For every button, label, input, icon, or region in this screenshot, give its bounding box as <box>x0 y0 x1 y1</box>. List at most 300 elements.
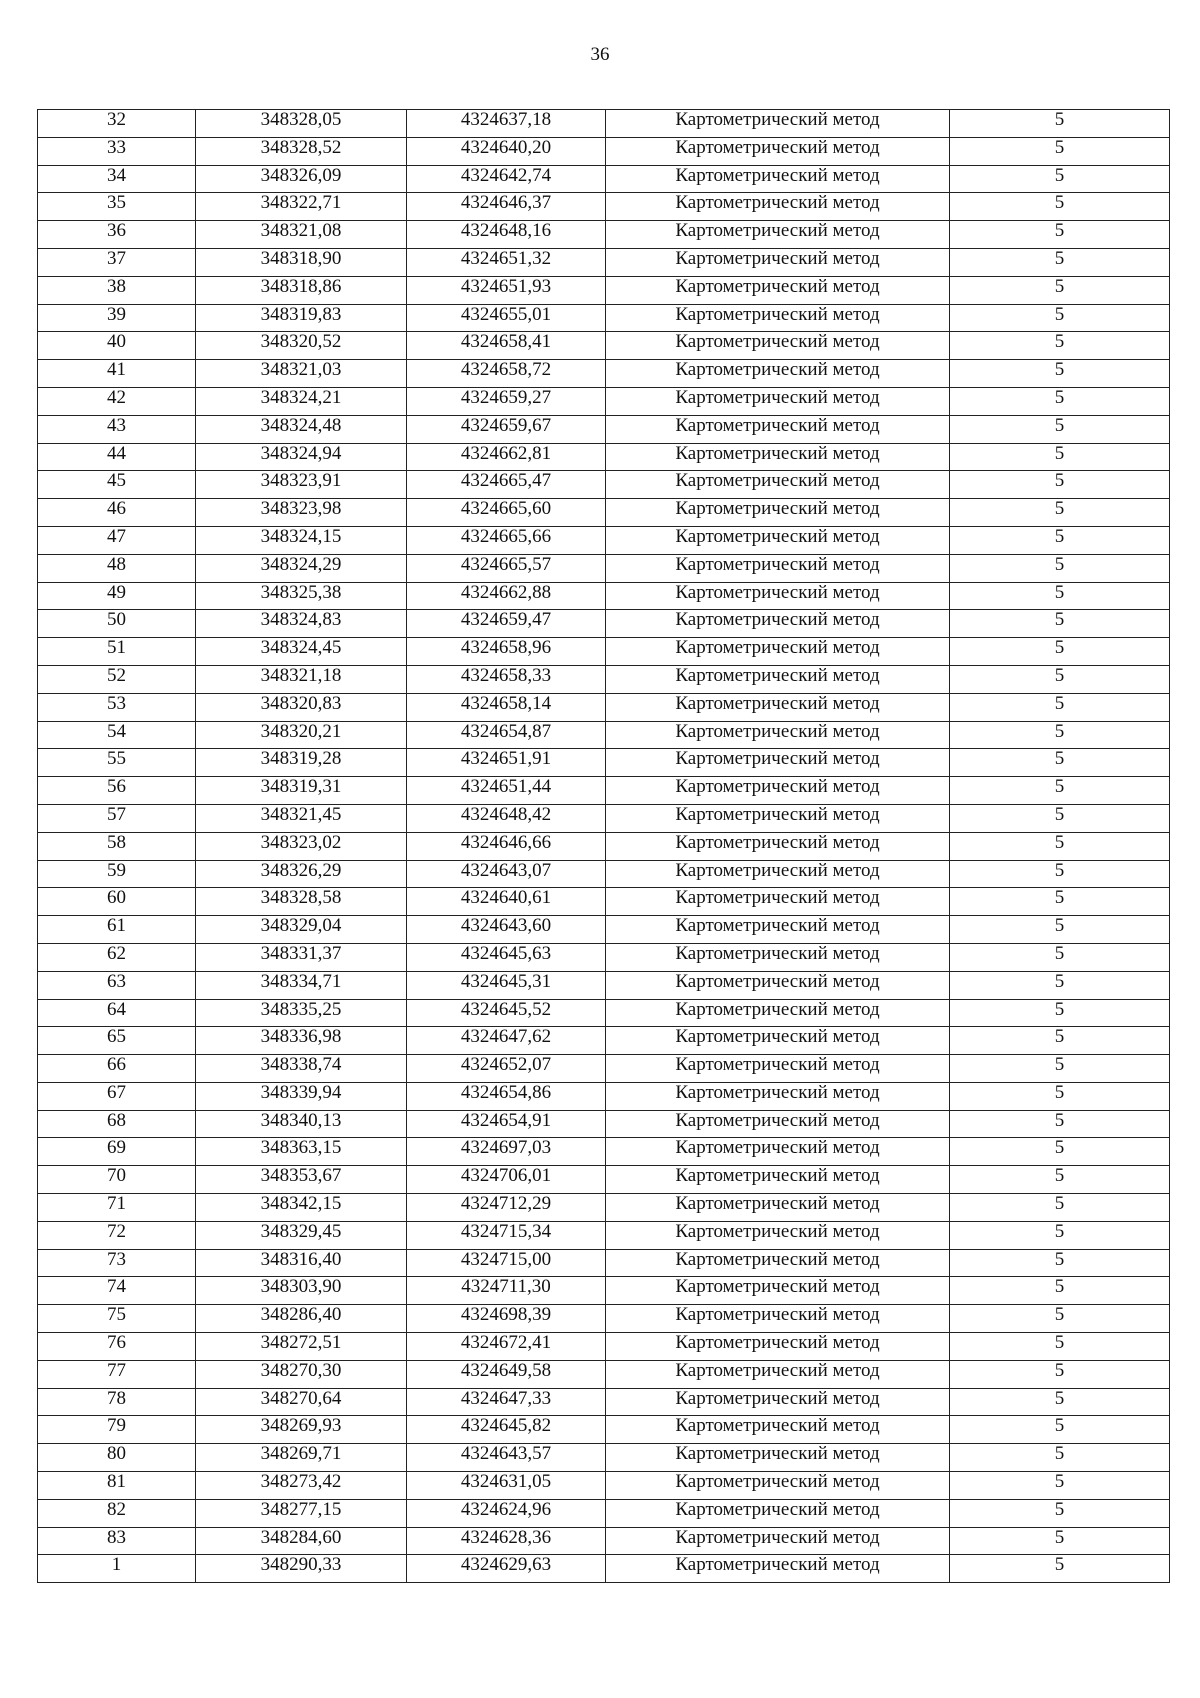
method-cell: Картометрический метод <box>606 332 950 360</box>
x-coordinate-cell: 348321,03 <box>196 360 407 388</box>
y-coordinate-cell: 4324658,33 <box>407 665 606 693</box>
method-cell: Картометрический метод <box>606 1055 950 1083</box>
point-number-cell: 59 <box>38 860 196 888</box>
table-row <box>38 804 1170 832</box>
y-coordinate-cell: 4324711,30 <box>407 1277 606 1305</box>
point-number-cell: 43 <box>38 415 196 443</box>
method-cell: Картометрический метод <box>606 1444 950 1472</box>
y-coordinate-cell: 4324642,74 <box>407 165 606 193</box>
x-coordinate-cell: 348286,40 <box>196 1305 407 1333</box>
method-cell: Картометрический метод <box>606 610 950 638</box>
y-coordinate-cell: 4324662,88 <box>407 582 606 610</box>
x-coordinate-cell: 348320,52 <box>196 332 407 360</box>
table-row <box>38 304 1170 332</box>
table-row <box>38 1194 1170 1222</box>
x-coordinate-cell: 348269,93 <box>196 1416 407 1444</box>
point-number-cell: 79 <box>38 1416 196 1444</box>
table-row <box>38 665 1170 693</box>
x-coordinate-cell: 348319,28 <box>196 749 407 777</box>
point-number-cell: 76 <box>38 1333 196 1361</box>
x-coordinate-cell: 348320,83 <box>196 693 407 721</box>
point-number-cell: 58 <box>38 832 196 860</box>
accuracy-cell: 5 <box>950 248 1170 276</box>
method-cell: Картометрический метод <box>606 1388 950 1416</box>
x-coordinate-cell: 348323,98 <box>196 499 407 527</box>
point-number-cell: 69 <box>38 1138 196 1166</box>
accuracy-cell: 5 <box>950 1416 1170 1444</box>
accuracy-cell: 5 <box>950 1527 1170 1555</box>
y-coordinate-cell: 4324624,96 <box>407 1499 606 1527</box>
point-number-cell: 34 <box>38 165 196 193</box>
accuracy-cell: 5 <box>950 638 1170 666</box>
y-coordinate-cell: 4324640,20 <box>407 137 606 165</box>
accuracy-cell: 5 <box>950 1110 1170 1138</box>
x-coordinate-cell: 348325,38 <box>196 582 407 610</box>
point-number-cell: 77 <box>38 1360 196 1388</box>
table-row <box>38 1527 1170 1555</box>
x-coordinate-cell: 348318,86 <box>196 276 407 304</box>
accuracy-cell: 5 <box>950 165 1170 193</box>
y-coordinate-cell: 4324646,66 <box>407 832 606 860</box>
table-row <box>38 1055 1170 1083</box>
accuracy-cell: 5 <box>950 1277 1170 1305</box>
x-coordinate-cell: 348303,90 <box>196 1277 407 1305</box>
method-cell: Картометрический метод <box>606 1333 950 1361</box>
table-row <box>38 832 1170 860</box>
point-number-cell: 75 <box>38 1305 196 1333</box>
x-coordinate-cell: 348342,15 <box>196 1194 407 1222</box>
accuracy-cell: 5 <box>950 777 1170 805</box>
y-coordinate-cell: 4324654,86 <box>407 1082 606 1110</box>
x-coordinate-cell: 348277,15 <box>196 1499 407 1527</box>
table-row <box>38 193 1170 221</box>
method-cell: Картометрический метод <box>606 137 950 165</box>
method-cell: Картометрический метод <box>606 443 950 471</box>
point-number-cell: 40 <box>38 332 196 360</box>
table-row <box>38 1499 1170 1527</box>
point-number-cell: 60 <box>38 888 196 916</box>
table-row <box>38 1333 1170 1361</box>
point-number-cell: 46 <box>38 499 196 527</box>
x-coordinate-cell: 348290,33 <box>196 1555 407 1583</box>
accuracy-cell: 5 <box>950 1194 1170 1222</box>
y-coordinate-cell: 4324640,61 <box>407 888 606 916</box>
point-number-cell: 32 <box>38 110 196 138</box>
x-coordinate-cell: 348318,90 <box>196 248 407 276</box>
x-coordinate-cell: 348321,08 <box>196 221 407 249</box>
x-coordinate-cell: 348338,74 <box>196 1055 407 1083</box>
x-coordinate-cell: 348335,25 <box>196 999 407 1027</box>
y-coordinate-cell: 4324651,32 <box>407 248 606 276</box>
table-row <box>38 1249 1170 1277</box>
accuracy-cell: 5 <box>950 1305 1170 1333</box>
point-number-cell: 48 <box>38 554 196 582</box>
method-cell: Картометрический метод <box>606 1416 950 1444</box>
point-number-cell: 54 <box>38 721 196 749</box>
method-cell: Картометрический метод <box>606 1110 950 1138</box>
accuracy-cell: 5 <box>950 221 1170 249</box>
accuracy-cell: 5 <box>950 665 1170 693</box>
point-number-cell: 81 <box>38 1472 196 1500</box>
y-coordinate-cell: 4324652,07 <box>407 1055 606 1083</box>
accuracy-cell: 5 <box>950 804 1170 832</box>
accuracy-cell: 5 <box>950 749 1170 777</box>
method-cell: Картометрический метод <box>606 1360 950 1388</box>
point-number-cell: 35 <box>38 193 196 221</box>
table-row <box>38 916 1170 944</box>
table-row <box>38 1138 1170 1166</box>
point-number-cell: 62 <box>38 943 196 971</box>
point-number-cell: 53 <box>38 693 196 721</box>
y-coordinate-cell: 4324651,44 <box>407 777 606 805</box>
table-row <box>38 582 1170 610</box>
table-row <box>38 999 1170 1027</box>
table-row <box>38 693 1170 721</box>
y-coordinate-cell: 4324715,00 <box>407 1249 606 1277</box>
point-number-cell: 68 <box>38 1110 196 1138</box>
method-cell: Картометрический метод <box>606 888 950 916</box>
point-number-cell: 47 <box>38 526 196 554</box>
accuracy-cell: 5 <box>950 916 1170 944</box>
x-coordinate-cell: 348324,21 <box>196 387 407 415</box>
accuracy-cell: 5 <box>950 471 1170 499</box>
x-coordinate-cell: 348336,98 <box>196 1027 407 1055</box>
table-row <box>38 610 1170 638</box>
y-coordinate-cell: 4324645,52 <box>407 999 606 1027</box>
method-cell: Картометрический метод <box>606 999 950 1027</box>
x-coordinate-cell: 348273,42 <box>196 1472 407 1500</box>
method-cell: Картометрический метод <box>606 387 950 415</box>
y-coordinate-cell: 4324659,27 <box>407 387 606 415</box>
y-coordinate-cell: 4324651,91 <box>407 749 606 777</box>
y-coordinate-cell: 4324665,66 <box>407 526 606 554</box>
method-cell: Картометрический метод <box>606 1472 950 1500</box>
accuracy-cell: 5 <box>950 888 1170 916</box>
point-number-cell: 39 <box>38 304 196 332</box>
point-number-cell: 67 <box>38 1082 196 1110</box>
table-row <box>38 943 1170 971</box>
point-number-cell: 51 <box>38 638 196 666</box>
y-coordinate-cell: 4324672,41 <box>407 1333 606 1361</box>
table-row <box>38 860 1170 888</box>
accuracy-cell: 5 <box>950 1027 1170 1055</box>
accuracy-cell: 5 <box>950 276 1170 304</box>
accuracy-cell: 5 <box>950 1249 1170 1277</box>
x-coordinate-cell: 348363,15 <box>196 1138 407 1166</box>
x-coordinate-cell: 348329,04 <box>196 916 407 944</box>
coordinates-table <box>37 109 1170 1583</box>
accuracy-cell: 5 <box>950 1360 1170 1388</box>
point-number-cell: 49 <box>38 582 196 610</box>
point-number-cell: 61 <box>38 916 196 944</box>
accuracy-cell: 5 <box>950 1472 1170 1500</box>
x-coordinate-cell: 348269,71 <box>196 1444 407 1472</box>
point-number-cell: 55 <box>38 749 196 777</box>
x-coordinate-cell: 348272,51 <box>196 1333 407 1361</box>
point-number-cell: 66 <box>38 1055 196 1083</box>
accuracy-cell: 5 <box>950 1388 1170 1416</box>
table-row <box>38 554 1170 582</box>
point-number-cell: 73 <box>38 1249 196 1277</box>
table-row <box>38 1027 1170 1055</box>
table-row <box>38 360 1170 388</box>
accuracy-cell: 5 <box>950 1166 1170 1194</box>
x-coordinate-cell: 348324,48 <box>196 415 407 443</box>
table-row <box>38 1388 1170 1416</box>
table-row <box>38 443 1170 471</box>
y-coordinate-cell: 4324698,39 <box>407 1305 606 1333</box>
accuracy-cell: 5 <box>950 971 1170 999</box>
point-number-cell: 33 <box>38 137 196 165</box>
x-coordinate-cell: 348323,02 <box>196 832 407 860</box>
y-coordinate-cell: 4324645,31 <box>407 971 606 999</box>
accuracy-cell: 5 <box>950 721 1170 749</box>
accuracy-cell: 5 <box>950 610 1170 638</box>
point-number-cell: 82 <box>38 1499 196 1527</box>
method-cell: Картометрический метод <box>606 1277 950 1305</box>
method-cell: Картометрический метод <box>606 415 950 443</box>
y-coordinate-cell: 4324659,47 <box>407 610 606 638</box>
method-cell: Картометрический метод <box>606 1194 950 1222</box>
table-row <box>38 1416 1170 1444</box>
x-coordinate-cell: 348339,94 <box>196 1082 407 1110</box>
x-coordinate-cell: 348321,18 <box>196 665 407 693</box>
accuracy-cell: 5 <box>950 137 1170 165</box>
point-number-cell: 37 <box>38 248 196 276</box>
accuracy-cell: 5 <box>950 1082 1170 1110</box>
point-number-cell: 44 <box>38 443 196 471</box>
y-coordinate-cell: 4324643,60 <box>407 916 606 944</box>
accuracy-cell: 5 <box>950 1499 1170 1527</box>
accuracy-cell: 5 <box>950 360 1170 388</box>
point-number-cell: 65 <box>38 1027 196 1055</box>
table-row <box>38 1472 1170 1500</box>
point-number-cell: 38 <box>38 276 196 304</box>
method-cell: Картометрический метод <box>606 1249 950 1277</box>
method-cell: Картометрический метод <box>606 554 950 582</box>
accuracy-cell: 5 <box>950 1221 1170 1249</box>
method-cell: Картометрический метод <box>606 304 950 332</box>
method-cell: Картометрический метод <box>606 804 950 832</box>
x-coordinate-cell: 348321,45 <box>196 804 407 832</box>
method-cell: Картометрический метод <box>606 1138 950 1166</box>
point-number-cell: 70 <box>38 1166 196 1194</box>
table-row <box>38 1110 1170 1138</box>
accuracy-cell: 5 <box>950 693 1170 721</box>
table-row <box>38 332 1170 360</box>
x-coordinate-cell: 348320,21 <box>196 721 407 749</box>
table-row <box>38 1277 1170 1305</box>
accuracy-cell: 5 <box>950 999 1170 1027</box>
x-coordinate-cell: 348270,64 <box>196 1388 407 1416</box>
y-coordinate-cell: 4324659,67 <box>407 415 606 443</box>
accuracy-cell: 5 <box>950 304 1170 332</box>
accuracy-cell: 5 <box>950 443 1170 471</box>
method-cell: Картометрический метод <box>606 1082 950 1110</box>
method-cell: Картометрический метод <box>606 499 950 527</box>
method-cell: Картометрический метод <box>606 165 950 193</box>
y-coordinate-cell: 4324651,93 <box>407 276 606 304</box>
point-number-cell: 1 <box>38 1555 196 1583</box>
x-coordinate-cell: 348328,52 <box>196 137 407 165</box>
x-coordinate-cell: 348329,45 <box>196 1221 407 1249</box>
method-cell: Картометрический метод <box>606 971 950 999</box>
accuracy-cell: 5 <box>950 110 1170 138</box>
point-number-cell: 74 <box>38 1277 196 1305</box>
method-cell: Картометрический метод <box>606 721 950 749</box>
method-cell: Картометрический метод <box>606 248 950 276</box>
y-coordinate-cell: 4324658,72 <box>407 360 606 388</box>
y-coordinate-cell: 4324646,37 <box>407 193 606 221</box>
table-row <box>38 1305 1170 1333</box>
x-coordinate-cell: 348353,67 <box>196 1166 407 1194</box>
accuracy-cell: 5 <box>950 526 1170 554</box>
y-coordinate-cell: 4324654,87 <box>407 721 606 749</box>
method-cell: Картометрический метод <box>606 582 950 610</box>
y-coordinate-cell: 4324662,81 <box>407 443 606 471</box>
method-cell: Картометрический метод <box>606 832 950 860</box>
method-cell: Картометрический метод <box>606 1499 950 1527</box>
accuracy-cell: 5 <box>950 582 1170 610</box>
x-coordinate-cell: 348324,15 <box>196 526 407 554</box>
method-cell: Картометрический метод <box>606 1527 950 1555</box>
accuracy-cell: 5 <box>950 943 1170 971</box>
y-coordinate-cell: 4324658,96 <box>407 638 606 666</box>
method-cell: Картометрический метод <box>606 943 950 971</box>
table-row <box>38 971 1170 999</box>
point-number-cell: 56 <box>38 777 196 805</box>
x-coordinate-cell: 348324,45 <box>196 638 407 666</box>
method-cell: Картометрический метод <box>606 1027 950 1055</box>
y-coordinate-cell: 4324665,47 <box>407 471 606 499</box>
y-coordinate-cell: 4324712,29 <box>407 1194 606 1222</box>
method-cell: Картометрический метод <box>606 221 950 249</box>
x-coordinate-cell: 348328,58 <box>196 888 407 916</box>
y-coordinate-cell: 4324658,14 <box>407 693 606 721</box>
point-number-cell: 72 <box>38 1221 196 1249</box>
point-number-cell: 63 <box>38 971 196 999</box>
table-row <box>38 1555 1170 1583</box>
table-row <box>38 1166 1170 1194</box>
table-row <box>38 749 1170 777</box>
x-coordinate-cell: 348331,37 <box>196 943 407 971</box>
y-coordinate-cell: 4324697,03 <box>407 1138 606 1166</box>
y-coordinate-cell: 4324665,57 <box>407 554 606 582</box>
x-coordinate-cell: 348322,71 <box>196 193 407 221</box>
table-row <box>38 1082 1170 1110</box>
coordinates-table-body <box>38 110 1170 1583</box>
table-row <box>38 137 1170 165</box>
method-cell: Картометрический метод <box>606 777 950 805</box>
accuracy-cell: 5 <box>950 1444 1170 1472</box>
table-row <box>38 1360 1170 1388</box>
point-number-cell: 41 <box>38 360 196 388</box>
x-coordinate-cell: 348328,05 <box>196 110 407 138</box>
x-coordinate-cell: 348340,13 <box>196 1110 407 1138</box>
x-coordinate-cell: 348270,30 <box>196 1360 407 1388</box>
table-row <box>38 499 1170 527</box>
method-cell: Картометрический метод <box>606 1305 950 1333</box>
y-coordinate-cell: 4324658,41 <box>407 332 606 360</box>
x-coordinate-cell: 348334,71 <box>196 971 407 999</box>
x-coordinate-cell: 348323,91 <box>196 471 407 499</box>
y-coordinate-cell: 4324665,60 <box>407 499 606 527</box>
accuracy-cell: 5 <box>950 554 1170 582</box>
accuracy-cell: 5 <box>950 1138 1170 1166</box>
y-coordinate-cell: 4324628,36 <box>407 1527 606 1555</box>
y-coordinate-cell: 4324655,01 <box>407 304 606 332</box>
y-coordinate-cell: 4324647,33 <box>407 1388 606 1416</box>
method-cell: Картометрический метод <box>606 860 950 888</box>
point-number-cell: 36 <box>38 221 196 249</box>
point-number-cell: 45 <box>38 471 196 499</box>
table-row <box>38 387 1170 415</box>
accuracy-cell: 5 <box>950 415 1170 443</box>
table-row <box>38 526 1170 554</box>
method-cell: Картометрический метод <box>606 1555 950 1583</box>
method-cell: Картометрический метод <box>606 693 950 721</box>
page-number: 36 <box>590 44 610 65</box>
method-cell: Картометрический метод <box>606 665 950 693</box>
x-coordinate-cell: 348324,83 <box>196 610 407 638</box>
method-cell: Картометрический метод <box>606 193 950 221</box>
table-row <box>38 721 1170 749</box>
table-row <box>38 415 1170 443</box>
accuracy-cell: 5 <box>950 1055 1170 1083</box>
point-number-cell: 64 <box>38 999 196 1027</box>
method-cell: Картометрический метод <box>606 526 950 554</box>
method-cell: Картометрический метод <box>606 749 950 777</box>
y-coordinate-cell: 4324706,01 <box>407 1166 606 1194</box>
method-cell: Картометрический метод <box>606 360 950 388</box>
y-coordinate-cell: 4324637,18 <box>407 110 606 138</box>
y-coordinate-cell: 4324631,05 <box>407 1472 606 1500</box>
accuracy-cell: 5 <box>950 832 1170 860</box>
table-row <box>38 276 1170 304</box>
x-coordinate-cell: 348324,94 <box>196 443 407 471</box>
x-coordinate-cell: 348326,09 <box>196 165 407 193</box>
point-number-cell: 52 <box>38 665 196 693</box>
point-number-cell: 80 <box>38 1444 196 1472</box>
y-coordinate-cell: 4324647,62 <box>407 1027 606 1055</box>
point-number-cell: 83 <box>38 1527 196 1555</box>
table-row <box>38 471 1170 499</box>
y-coordinate-cell: 4324629,63 <box>407 1555 606 1583</box>
y-coordinate-cell: 4324715,34 <box>407 1221 606 1249</box>
accuracy-cell: 5 <box>950 332 1170 360</box>
y-coordinate-cell: 4324645,63 <box>407 943 606 971</box>
point-number-cell: 50 <box>38 610 196 638</box>
table-row <box>38 1444 1170 1472</box>
table-row <box>38 221 1170 249</box>
method-cell: Картометрический метод <box>606 638 950 666</box>
accuracy-cell: 5 <box>950 1333 1170 1361</box>
x-coordinate-cell: 348284,60 <box>196 1527 407 1555</box>
x-coordinate-cell: 348319,83 <box>196 304 407 332</box>
method-cell: Картометрический метод <box>606 276 950 304</box>
point-number-cell: 57 <box>38 804 196 832</box>
point-number-cell: 42 <box>38 387 196 415</box>
table-row <box>38 1221 1170 1249</box>
method-cell: Картометрический метод <box>606 1221 950 1249</box>
table-row <box>38 777 1170 805</box>
y-coordinate-cell: 4324645,82 <box>407 1416 606 1444</box>
method-cell: Картометрический метод <box>606 1166 950 1194</box>
point-number-cell: 71 <box>38 1194 196 1222</box>
y-coordinate-cell: 4324643,07 <box>407 860 606 888</box>
accuracy-cell: 5 <box>950 193 1170 221</box>
y-coordinate-cell: 4324649,58 <box>407 1360 606 1388</box>
